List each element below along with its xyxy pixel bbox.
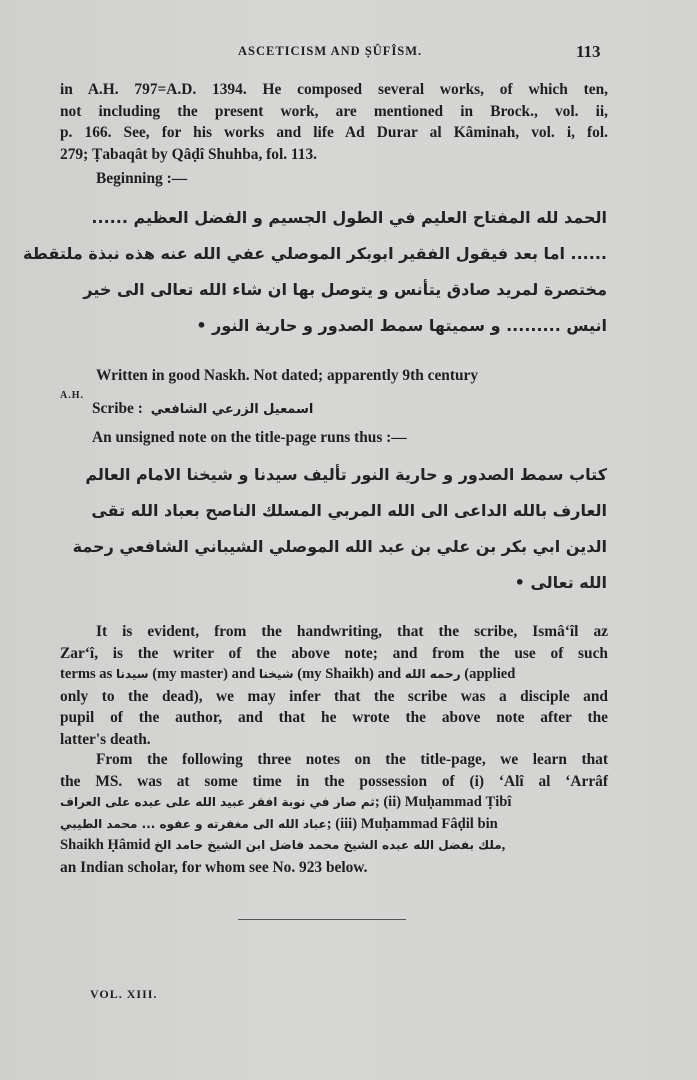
text-line-mixed [60, 814, 608, 836]
text-line-mixed [60, 792, 608, 814]
paragraph-ownership-notes [60, 749, 608, 879]
text-line: the MS. was at some time in the possession of (i) ‘Alî al ‘Arrâf [60, 772, 608, 790]
text-line: an Indian scholar, for whom see No. 923 below. [60, 858, 368, 876]
text-segment: Shaikh Ḥâmid [60, 837, 151, 854]
scribe-arabic-name: اسمعيل الزرعي الشافعي [150, 402, 314, 417]
text-line: It is evident, from the handwriting, that the scribe, Ismâ‘îl az [96, 623, 608, 640]
text-line-mixed: Shaikh Ḥâmid ملك بفضل الله عبده الشيخ محمد فاضل ابن الشيخ حامد الخ, [60, 837, 506, 854]
arabic-note-arraf: ثم صار في نوبة افقر عبيد الله على عبده على العراف [60, 795, 375, 810]
written-line-era: A.H. [60, 390, 84, 401]
arabic-line: الله تعالى • [514, 573, 607, 592]
text-line: only to the dead), we may infer that the scribe was a disciple and [60, 687, 608, 705]
arabic-term-rahimahullah: رحمه الله [404, 667, 461, 682]
text-segment: (applied [464, 666, 516, 683]
text-line: in A.H. 797=A.D. 1394. He composed several works, of which ten, [60, 81, 608, 98]
arabic-term-shaikhna: شيخنا [258, 667, 294, 682]
section-divider [238, 919, 406, 920]
text-segment: ; (iii) Muḥammad Fâḍil bin [326, 815, 498, 832]
text-segment: (my master) and [152, 666, 256, 683]
written-line: Written in good Naskh. Not dated; apparently 9th century [96, 367, 479, 384]
arabic-term-sayyidna: سيدنا [115, 667, 149, 682]
arabic-line: الحمد لله المفتاح العليم في الطول الجسيم و الفضل العظيم ...... [91, 208, 607, 227]
page-number: 113 [576, 42, 601, 61]
arabic-line: العارف بالله الداعى الى الله المربي المسلك الناصح بعباد الله تقى [91, 501, 607, 520]
text-line-mixed [60, 664, 608, 686]
text-line: 279; Ṭabaqât by Qâḍî Shuhba, fol. 113. [60, 145, 318, 163]
text-line: p. 166. See, for his works and life Ad Durar al Kâminah, vol. i, fol. [60, 124, 608, 142]
paragraph-author-works [60, 79, 608, 190]
page-header [0, 42, 697, 66]
arabic-line: انيس ......... و سميتها سمط الصدور و حارية النور • [196, 316, 607, 335]
arabic-note-tibi: عباد الله الى مغفرته و عفوه ... محمد الطيبي [60, 816, 327, 831]
arabic-title-note [55, 457, 607, 601]
running-title: ASCETICISM AND ṢÛFÎSM. [238, 44, 423, 58]
arabic-note-fadil: ملك بفضل الله عبده الشيخ محمد فاضل ابن الشيخ حامد الخ [154, 838, 502, 853]
note-intro: An unsigned note on the title-page runs thus :— [92, 429, 407, 446]
volume-signature: VOL. XIII. [90, 987, 158, 1001]
text-line: From the following three notes on the title-page, we learn that [96, 751, 608, 768]
paragraph-scribe-evidence [60, 621, 608, 751]
text-line: pupil of the author, and that he wrote the above note after the [60, 709, 608, 727]
text-segment: ; (ii) Muḥammad Ṭibî [374, 794, 512, 811]
arabic-line: ...... اما بعد فيقول الفقير ابوبكر الموصلي عفي الله عنه هذه نبذة ملتقطة [23, 244, 607, 263]
text-segment: (my Shaikh) and [297, 666, 402, 683]
arabic-line: الدين ابي بكر بن علي بن عبد الله الموصلي الشيباني الشافعي رحمة [72, 537, 607, 556]
text-line: latter's death. [60, 730, 151, 748]
arabic-beginning-quote [23, 200, 607, 344]
text-segment: terms as [60, 666, 113, 683]
arabic-line: كتاب سمط الصدور و حارية النور تأليف سيدنا و شيخنا الامام العالم [85, 465, 607, 484]
scribe-label: Scribe : [92, 400, 143, 417]
beginning-label: Beginning :— [96, 170, 188, 188]
text-line: Zar‘î, is the writer of the above note; and from the use of such [60, 644, 608, 662]
scribe-line [92, 400, 313, 418]
arabic-line: مختصرة لمريد صادق يتأنس و يتوصل بها ان شاء الله تعالى الى خير [83, 280, 607, 299]
text-line: not including the present work, are mentioned in Brock., vol. ii, [60, 102, 608, 120]
